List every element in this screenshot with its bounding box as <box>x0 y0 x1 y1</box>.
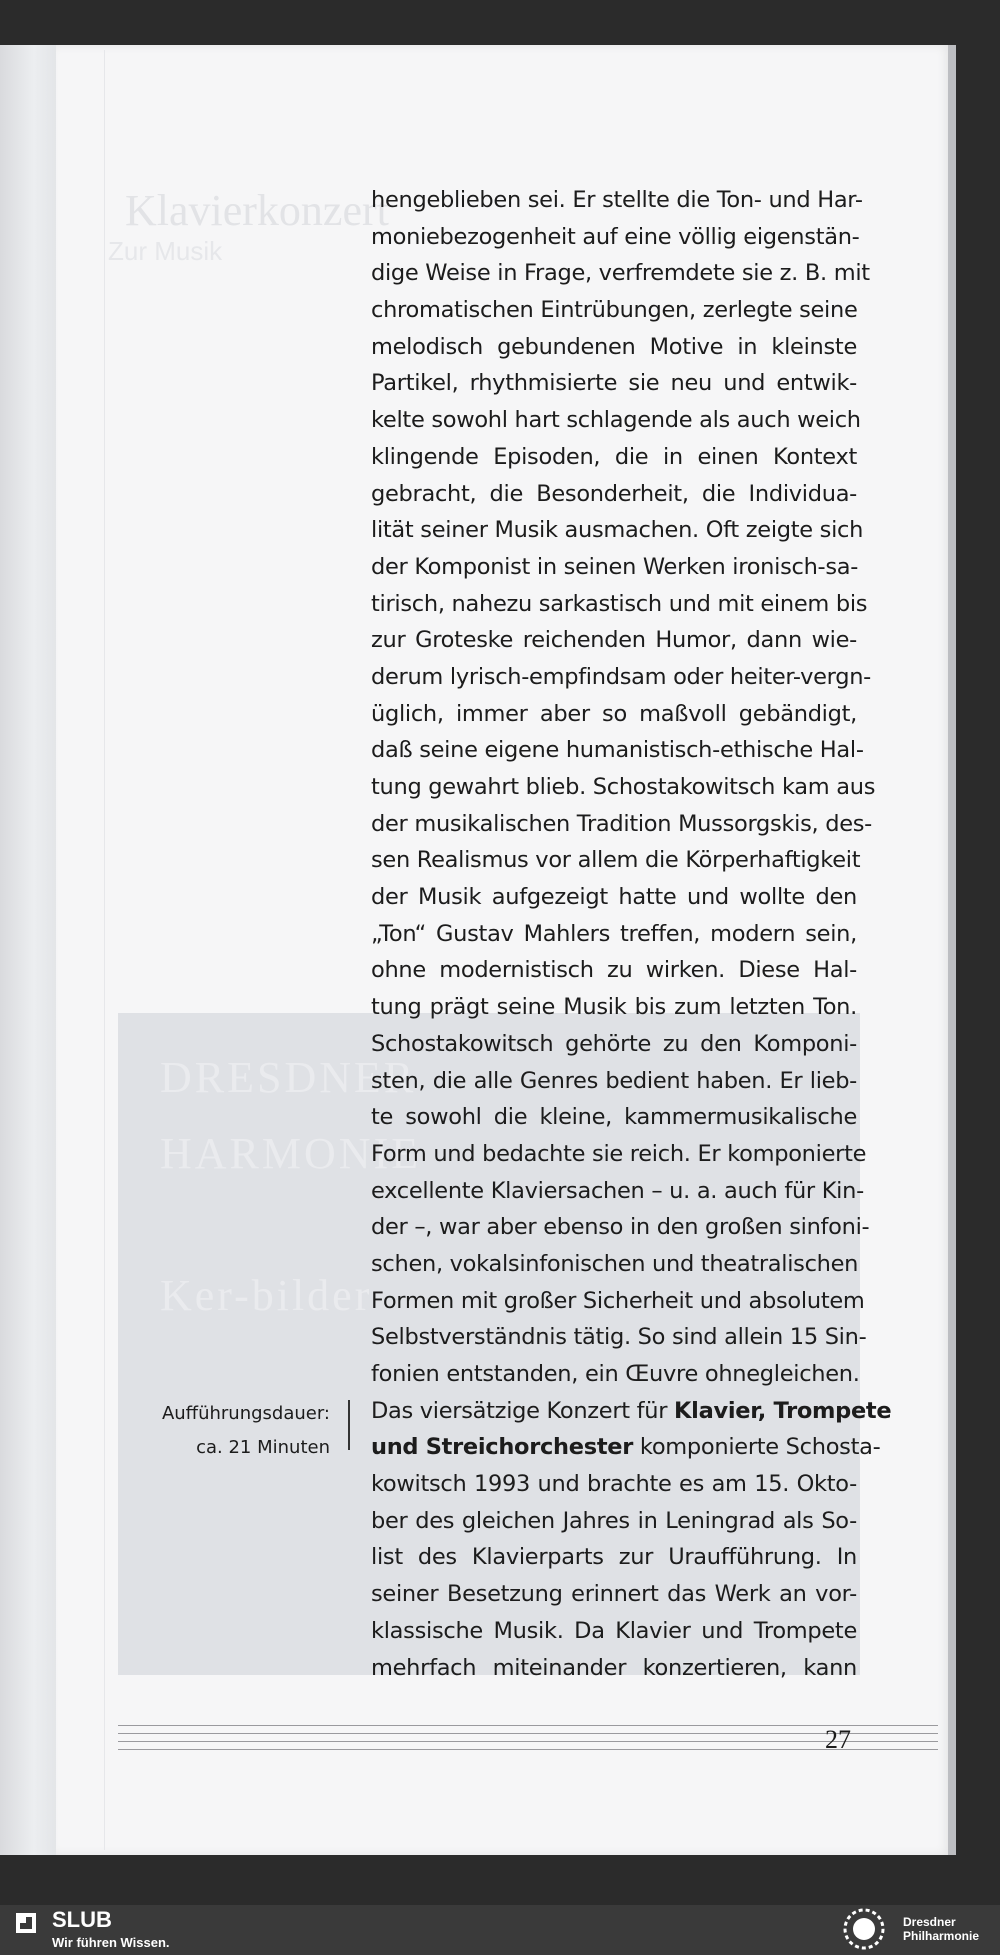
text-line: Formen mit großer Sicherheit und absolutem <box>371 1287 865 1314</box>
footer-rules <box>118 1725 938 1765</box>
text-line: „Ton“ Gustav Mahlers treffen, modern sein, <box>371 920 857 947</box>
text-line: sen Realismus vor allem die Körperhaftigkeit <box>371 847 861 874</box>
page-frame-line <box>104 50 105 1850</box>
text-line: moniebezogenheit auf eine völlig eigenstän- <box>371 223 860 250</box>
text-line: üglich, immer aber so maßvoll gebändigt, <box>371 700 857 727</box>
text-line: ohne modernistisch zu wirken. Diese Hal- <box>371 957 857 984</box>
text-line: der musikalischen Tradition Mussorgskis, des- <box>371 810 872 837</box>
text-line: Partikel, rhythmisierte sie neu und entwik- <box>371 370 857 397</box>
text-line: daß seine eigene humanistisch-ethische Hal- <box>371 737 864 764</box>
text-line: ber des gleichen Jahres in Leningrad als So- <box>371 1507 857 1534</box>
body-text <box>371 182 892 1686</box>
text-line: Selbstverständnis tätig. So sind allein 15 Sin- <box>371 1324 867 1351</box>
duration-note <box>150 1397 330 1465</box>
page-number: 27 <box>825 1725 851 1754</box>
ghost-text-3: Ker-bilder <box>160 1271 373 1320</box>
text-line: der Komponist in seinen Werken ironisch-sa- <box>371 553 859 580</box>
text-line-with-bold <box>371 1393 892 1430</box>
duration-value: ca. 21 Minuten <box>196 1437 330 1458</box>
text-line: kelte sowohl hart schlagende als auch weich <box>371 407 861 434</box>
text-line: tirisch, nahezu sarkastisch und mit einem bis <box>371 590 868 617</box>
bold-instrument-text: und Streichorchester <box>371 1434 634 1461</box>
text-segment: Das viersätzige Konzert für <box>371 1397 675 1424</box>
text-line: melodisch gebundenen Motive in kleinste <box>371 333 857 360</box>
library-tagline: Wir führen Wissen. <box>52 1935 170 1950</box>
ghost-subtitle: Zur Musik <box>108 236 223 266</box>
text-line: klingende Episoden, die in einen Kontext <box>371 443 857 470</box>
text-line: tung gewahrt blieb. Schostakowitsch kam aus <box>371 774 876 800</box>
text-line: sten, die alle Genres bedient haben. Er lieb- <box>371 1067 857 1094</box>
text-line: kowitsch 1993 und brachte es am 15. Okto- <box>371 1471 857 1498</box>
text-line: fonien entstanden, ein Œuvre ohnegleichen. <box>371 1361 860 1387</box>
footer-rule <box>118 1733 938 1734</box>
scan-left-edge <box>0 45 56 1855</box>
text-line: mehrfach miteinander konzertieren, kann <box>371 1654 857 1681</box>
ghost-text-1: DRESDNER <box>160 1053 417 1102</box>
footer-rule <box>118 1741 938 1742</box>
duration-label: Aufführungsdauer: <box>161 1403 330 1424</box>
text-line: klassische Musik. Da Klavier und Trompete <box>371 1617 857 1644</box>
text-line: dige Weise in Frage, verfremdete sie z. B. mit <box>371 260 870 287</box>
text-line-with-bold <box>371 1429 881 1466</box>
philharmonie-logo-icon[interactable] <box>843 1908 885 1950</box>
partner-name[interactable] <box>903 1915 979 1943</box>
text-line: Schostakowitsch gehörte zu den Komponi- <box>371 1030 857 1057</box>
text-line: gebracht, die Besonderheit, die Individua- <box>371 480 857 507</box>
ghost-text-2: HARMONIE <box>160 1129 422 1178</box>
text-line: derum lyrisch-empfindsam oder heiter-vergn- <box>371 663 871 690</box>
text-line: Form und bedachte sie reich. Er komponierte <box>371 1140 867 1167</box>
text-line: schen, vokalsinfonischen und theatralischen <box>371 1250 859 1277</box>
slub-logo-icon[interactable] <box>14 1911 38 1935</box>
ghost-title: Klavierkonzert <box>125 186 389 235</box>
partner-name-line1: Dresdner <box>903 1915 956 1929</box>
library-name[interactable]: SLUB <box>52 1907 112 1932</box>
text-line: hengeblieben sei. Er stellte die Ton- und Har- <box>371 187 863 213</box>
text-line: zur Groteske reichenden Humor, dann wie- <box>371 627 857 654</box>
footer-rule <box>118 1749 938 1750</box>
text-line: excellente Klaviersachen – u. a. auch für Kin- <box>371 1177 864 1204</box>
bold-instrument-text: Klavier, Trompete <box>674 1397 892 1424</box>
text-segment: komponierte Schosta- <box>633 1434 881 1461</box>
text-line: lität seiner Musik ausmachen. Oft zeigte sich <box>371 517 864 544</box>
footer-rule <box>118 1725 938 1726</box>
text-line: list des Klavierparts zur Uraufführung. In <box>371 1544 857 1571</box>
side-note-rule <box>348 1400 350 1450</box>
text-line: seiner Besetzung erinnert das Werk an vor- <box>371 1581 857 1608</box>
page-edge-shadow <box>948 45 956 1855</box>
text-line: te sowohl die kleine, kammermusikalische <box>371 1104 857 1131</box>
text-line: chromatischen Eintrübungen, zerlegte seine <box>371 297 858 324</box>
text-line: tung prägt seine Musik bis zum letzten Ton. <box>371 994 857 1021</box>
partner-name-line2: Philharmonie <box>903 1929 980 1943</box>
text-line: der Musik aufgezeigt hatte und wollte den <box>371 884 857 911</box>
text-line: der –, war aber ebenso in den großen sinfoni- <box>371 1214 870 1241</box>
